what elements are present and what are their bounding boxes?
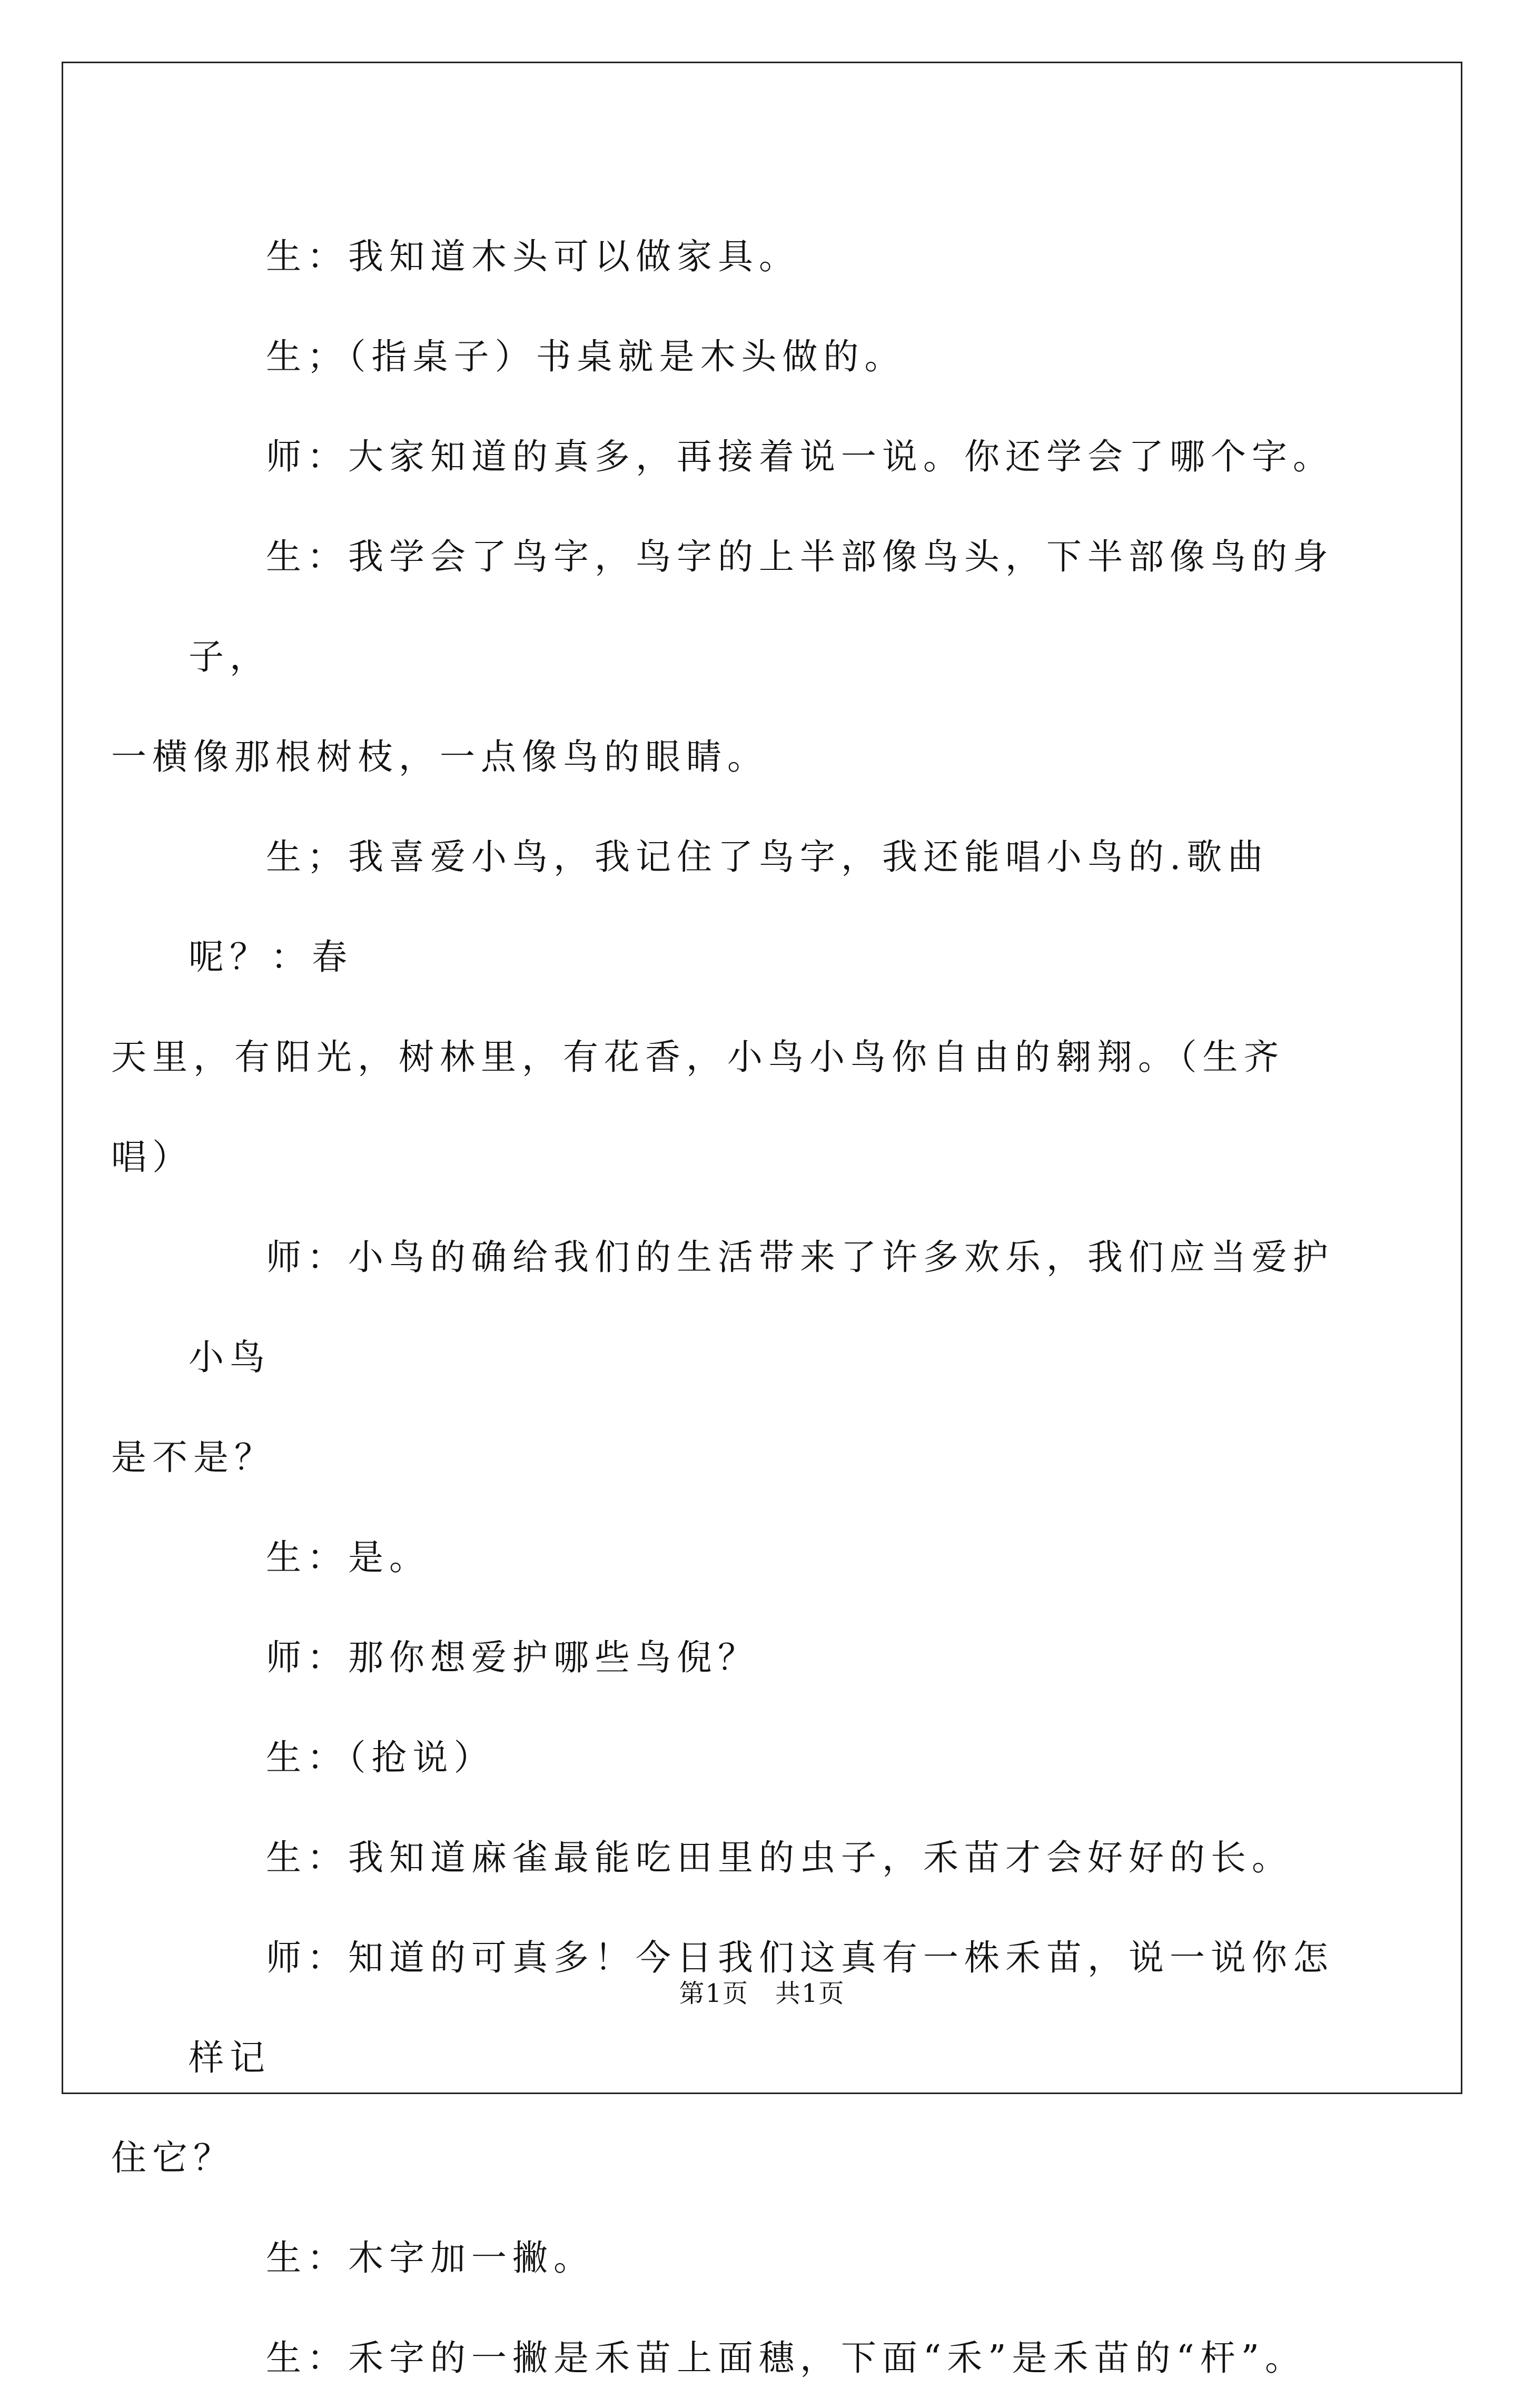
document-body bbox=[111, 206, 1347, 2408]
text-line: 生：我学会了鸟字，鸟字的上半部像鸟头，下半部像鸟的身子， bbox=[189, 536, 1334, 677]
text-line: 师：大家知道的真多，再接着说一说。你还学会了哪个字。 bbox=[266, 436, 1334, 477]
text-line: 生：木字加一撇。 bbox=[266, 2237, 595, 2278]
text-line: 生：我知道麻雀最能吃田里的虫子，禾苗才会好好的长。 bbox=[266, 1837, 1293, 1878]
text-line: 师：那你想爱护哪些鸟倪？ bbox=[266, 1637, 759, 1678]
text-line: 天里，有阳光，树林里，有花香，小鸟小鸟你自由的翱翔。（生齐唱） bbox=[111, 1037, 1285, 1178]
paragraph bbox=[189, 407, 1347, 507]
paragraph bbox=[189, 1507, 1347, 1607]
text-line: 是不是？ bbox=[111, 1437, 275, 1478]
text-line: 生：禾字的一撇是禾苗上面穗，下面“禾”是禾苗的“杆”。 bbox=[266, 2337, 1307, 2379]
paragraph bbox=[189, 2308, 1347, 2408]
paragraph bbox=[189, 206, 1347, 307]
paragraph bbox=[111, 507, 1347, 807]
text-line: 生：是。 bbox=[266, 1537, 430, 1578]
paragraph bbox=[111, 807, 1347, 1207]
page-footer bbox=[0, 1978, 1524, 2009]
text-line: 生；（指桌子）书桌就是木头做的。 bbox=[266, 336, 906, 377]
text-line: 生；我喜爱小鸟，我记住了鸟字，我还能唱小鸟的.歌曲呢？：春 bbox=[189, 836, 1269, 978]
paragraph bbox=[189, 2208, 1347, 2308]
text-line: 住它？ bbox=[111, 2137, 234, 2178]
text-line: 生：我知道木头可以做家具。 bbox=[266, 236, 800, 277]
paragraph bbox=[189, 1607, 1347, 1708]
paragraph bbox=[189, 1808, 1347, 1908]
text-line: 师：知道的可真多！今日我们这真有一株禾苗，说一说你怎样记 bbox=[189, 1937, 1334, 2078]
paragraph bbox=[111, 1207, 1347, 1507]
paragraph bbox=[111, 1908, 1347, 2208]
text-line: 一横像那根树枝，一点像鸟的眼睛。 bbox=[111, 736, 768, 777]
page-number-label: 第1页 共1页 bbox=[679, 1979, 845, 2008]
paragraph bbox=[189, 1708, 1347, 1808]
paragraph bbox=[189, 307, 1347, 407]
text-line: 师：小鸟的确给我们的生活带来了许多欢乐，我们应当爱护小鸟 bbox=[189, 1237, 1334, 1378]
text-line: 生：（抢说） bbox=[266, 1737, 495, 1778]
